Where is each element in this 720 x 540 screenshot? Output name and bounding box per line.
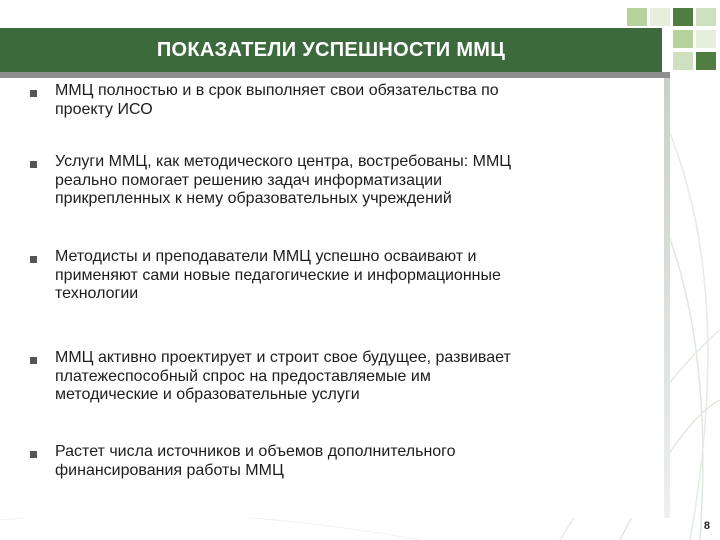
bullet-marker — [30, 451, 37, 458]
bullet-marker — [30, 357, 37, 364]
bullet-text: ММЦ активно проектирует и строит свое будущее, развивает платежеспособный спрос на предоставляемые им методические и образовательные услуги — [55, 349, 511, 403]
bullet-list — [24, 78, 664, 518]
bullet-text: Методисты и преподаватели ММЦ успешно осваивают и применяют сами новые педагогические и информационные технологии — [55, 248, 501, 302]
bullet-text: Услуги ММЦ, как методического центра, востребованы: ММЦ реально помогает решению задач информатизации прикрепленных к нему образовательных учреждений — [55, 153, 512, 207]
bullet-marker — [30, 90, 37, 97]
title-bar — [0, 28, 662, 72]
page-number: 8 — [703, 520, 710, 532]
right-vertical-bar — [664, 78, 670, 518]
decor-square — [696, 30, 716, 48]
bullet-text: Растет числа источников и объемов дополнительного финансирования работы ММЦ — [55, 443, 456, 479]
decor-square — [650, 8, 670, 26]
decor-square — [696, 52, 716, 70]
decor-square — [673, 30, 693, 48]
decor-square — [673, 52, 693, 70]
decor-square — [696, 8, 716, 26]
bullet-text: ММЦ полностью и в срок выполняет свои обязательства по проекту ИСО — [55, 82, 499, 118]
decor-square — [673, 8, 693, 26]
bullet-marker — [30, 161, 37, 168]
slide-title: ПОКАЗАТЕЛИ УСПЕШНОСТИ ММЦ — [156, 39, 506, 61]
bullet-marker — [30, 256, 37, 263]
decor-square — [627, 8, 647, 26]
